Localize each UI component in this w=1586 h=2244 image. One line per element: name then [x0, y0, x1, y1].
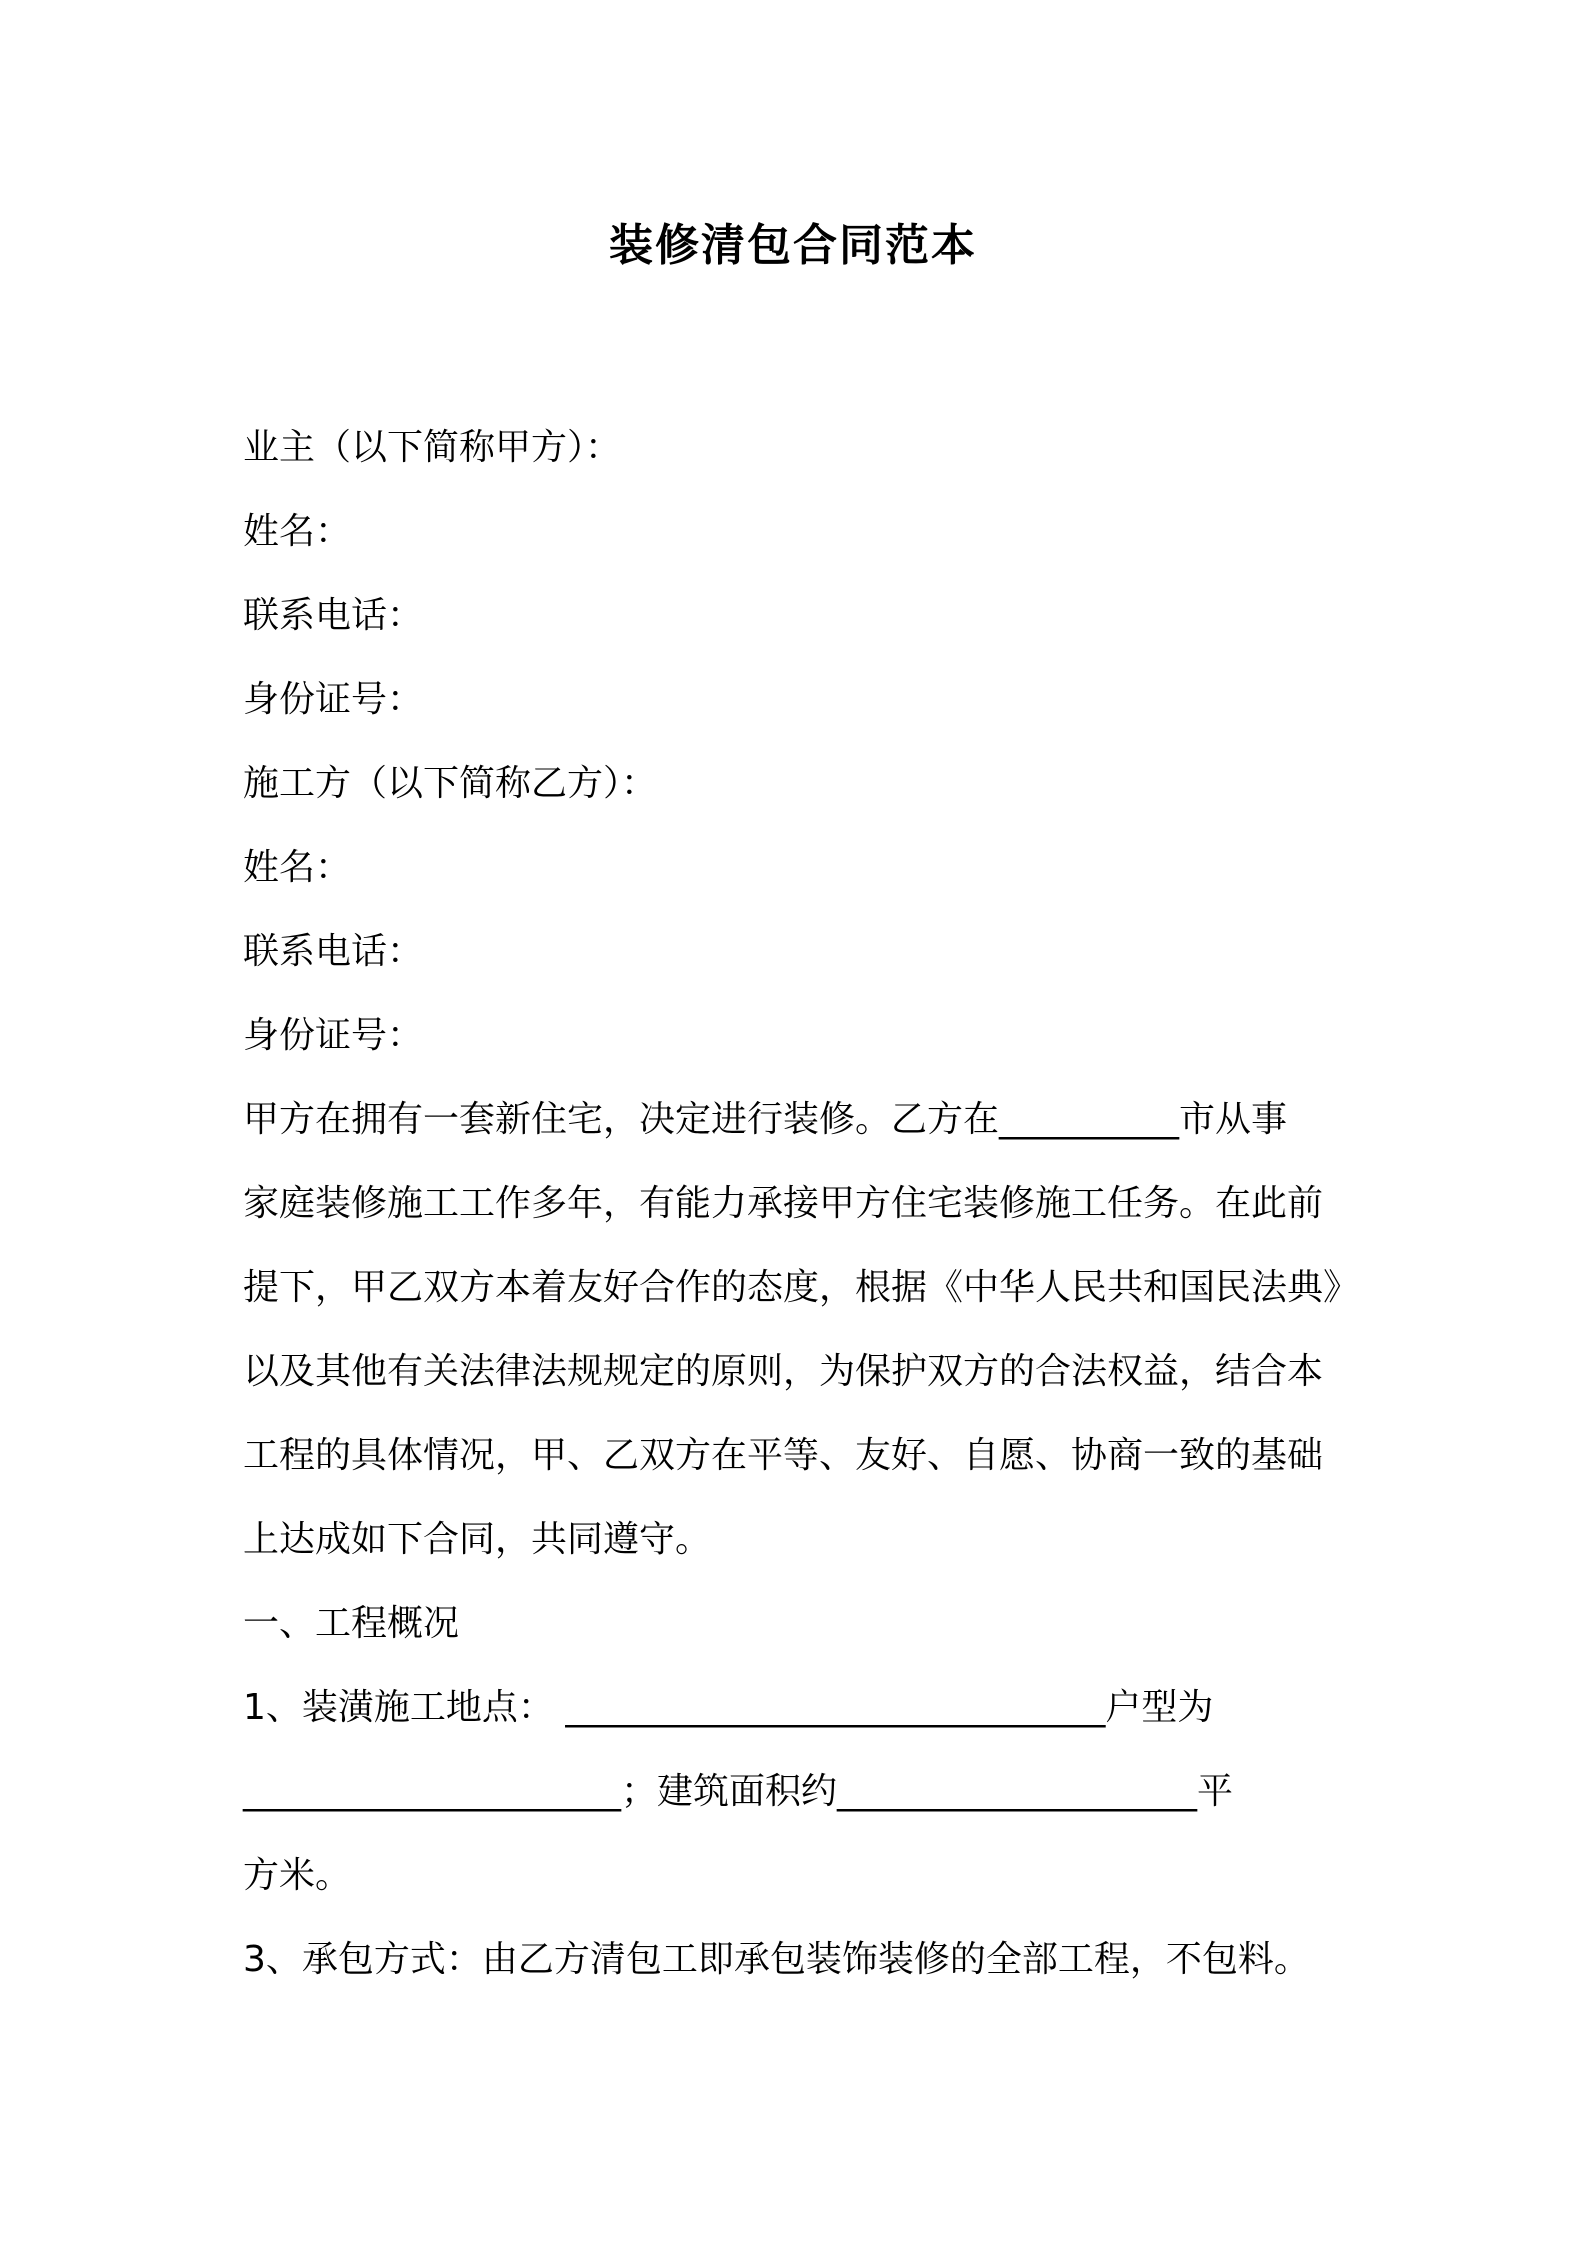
document-body	[243, 406, 1360, 2002]
party-a-name-label: 姓名：	[243, 511, 352, 552]
party-b-phone-label: 联系电话：	[243, 931, 424, 972]
party-a-phone-label: 联系电话：	[243, 595, 424, 636]
document-title: 装修清包合同范本	[609, 220, 977, 271]
preamble-line: 甲方在拥有一套新住宅，决定进行装修。乙方在__________市从事	[243, 1099, 1288, 1140]
preamble-line: 上达成如下合同，共同遵守。	[243, 1519, 712, 1560]
party-b-id-label: 身份证号：	[243, 1015, 424, 1056]
clause-line: _____________________；建筑面积约____________________平	[243, 1771, 1234, 1812]
party-b-heading: 施工方（以下简称乙方）：	[243, 763, 658, 804]
party-a-heading: 业主（以下简称甲方）：	[243, 427, 622, 468]
clause-line: 1、装潢施工地点： ______________________________户型为	[243, 1687, 1214, 1728]
preamble-line: 以及其他有关法律法规规定的原则，为保护双方的合法权益，结合本	[243, 1351, 1324, 1392]
section-heading: 一、工程概况	[243, 1603, 460, 1644]
clause-line: 方米。	[243, 1855, 352, 1896]
preamble-line: 家庭装修施工工作多年，有能力承接甲方住宅装修施工任务。在此前	[243, 1183, 1324, 1224]
party-a-id-label: 身份证号：	[243, 679, 424, 720]
clause-line: 3、承包方式：由乙方清包工即承包装饰装修的全部工程，不包料。	[243, 1939, 1310, 1980]
party-b-name-label: 姓名：	[243, 847, 352, 888]
preamble-line: 工程的具体情况，甲、乙双方在平等、友好、自愿、协商一致的基础	[243, 1435, 1324, 1476]
preamble-line: 提下，甲乙双方本着友好合作的态度，根据《中华人民共和国民法典》	[243, 1267, 1360, 1308]
